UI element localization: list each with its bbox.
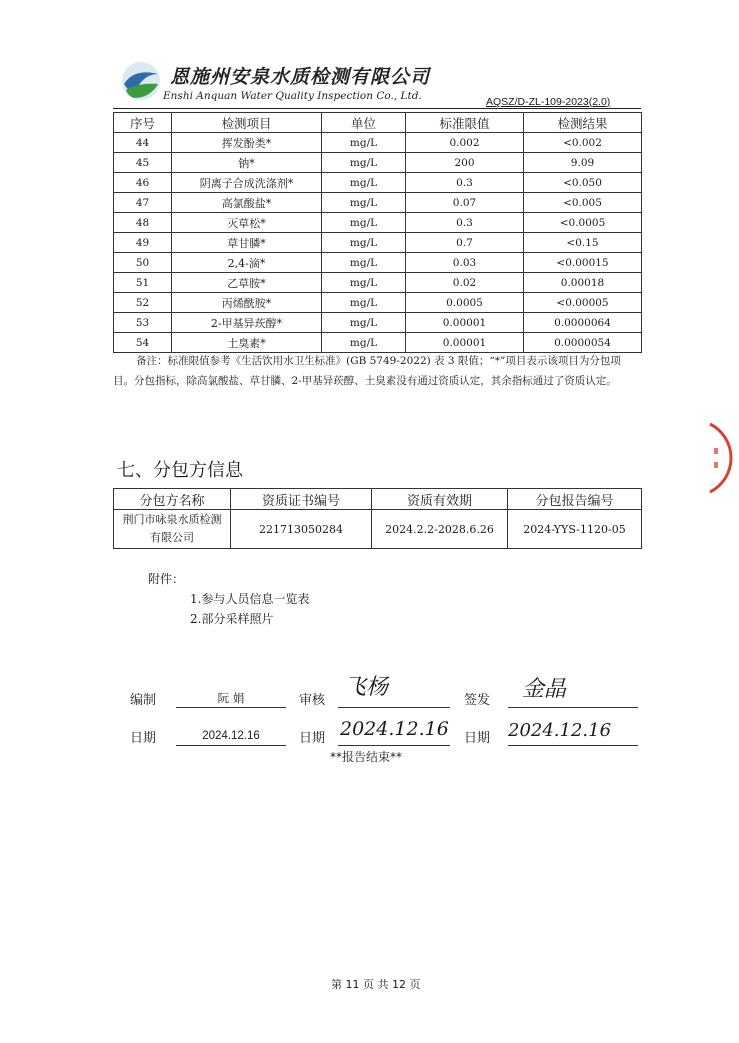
cell-unit: mg/L — [322, 313, 406, 333]
table-header-row — [114, 489, 642, 510]
cell-limit: 0.002 — [406, 133, 524, 153]
cell-no: 45 — [114, 153, 172, 173]
cell-result: <0.050 — [524, 173, 642, 193]
cell-no: 48 — [114, 213, 172, 233]
table-row — [114, 313, 642, 333]
cell-unit: mg/L — [322, 333, 406, 353]
compile-name: 阮 娟 — [217, 691, 245, 705]
cell-item: 灭草松* — [172, 213, 322, 233]
cell-limit: 0.3 — [406, 173, 524, 193]
cell-limit: 0.0005 — [406, 293, 524, 313]
col-header-cert-no: 资质证书编号 — [231, 489, 372, 510]
cell-limit: 0.00001 — [406, 313, 524, 333]
cell-item: 2,4-滴* — [172, 253, 322, 273]
table-row — [114, 213, 642, 233]
table-row — [114, 253, 642, 273]
cell-item: 草甘膦* — [172, 233, 322, 253]
cell-limit: 0.07 — [406, 193, 524, 213]
cell-result: 0.0000064 — [524, 313, 642, 333]
cell-unit: mg/L — [322, 173, 406, 193]
cell-result: 9.09 — [524, 153, 642, 173]
cell-unit: mg/L — [322, 273, 406, 293]
date-underline-1 — [176, 745, 286, 746]
cell-limit: 0.7 — [406, 233, 524, 253]
cell-no: 52 — [114, 293, 172, 313]
col-header-unit: 单位 — [322, 113, 406, 133]
cell-no: 54 — [114, 333, 172, 353]
date-label-3: 日期 — [464, 731, 491, 746]
cell-no: 46 — [114, 173, 172, 193]
cell-unit: mg/L — [322, 213, 406, 233]
cell-item: 高氯酸盐* — [172, 193, 322, 213]
cell-item: 挥发酚类* — [172, 133, 322, 153]
cell-limit: 0.02 — [406, 273, 524, 293]
cell-item: 钠* — [172, 153, 322, 173]
date-label-1: 日期 — [130, 731, 157, 746]
cell-sub-report: 2024-YYS-1120-05 — [508, 510, 642, 549]
cell-result: <0.002 — [524, 133, 642, 153]
issue-label: 签发 — [464, 693, 491, 708]
company-logo-icon — [120, 60, 162, 102]
cell-validity: 2024.2.2-2028.6.26 — [372, 510, 508, 549]
cell-no: 51 — [114, 273, 172, 293]
col-header-no: 序号 — [114, 113, 172, 133]
date-underline-2 — [338, 745, 450, 746]
document-code: AQSZ/D-ZL-109-2023(2.0) — [486, 96, 611, 108]
date-review: 2024.12.16 — [340, 718, 449, 740]
cell-limit: 0.03 — [406, 253, 524, 273]
col-header-validity: 资质有效期 — [372, 489, 508, 510]
attachment-item: 2.部分采样照片 — [190, 612, 274, 626]
cell-unit: mg/L — [322, 133, 406, 153]
col-header-item: 检测项目 — [172, 113, 322, 133]
cell-item: 2-甲基异莰醇* — [172, 313, 322, 333]
table-row — [114, 133, 642, 153]
cell-result: 0.0000054 — [524, 333, 642, 353]
date-issue: 2024.12.16 — [508, 720, 612, 741]
cell-no: 49 — [114, 233, 172, 253]
subcontractor-table — [113, 488, 642, 549]
results-table — [113, 112, 642, 353]
date-label-2: 日期 — [299, 731, 326, 746]
cell-result: <0.00015 — [524, 253, 642, 273]
table-header-row — [114, 113, 642, 133]
cell-unit: mg/L — [322, 253, 406, 273]
table-row — [114, 333, 642, 353]
attachment-item: 1.参与人员信息一览表 — [190, 592, 310, 606]
compile-label: 编制 — [130, 693, 157, 708]
cell-result: <0.005 — [524, 193, 642, 213]
cell-no: 50 — [114, 253, 172, 273]
cell-limit: 0.3 — [406, 213, 524, 233]
cell-unit: mg/L — [322, 233, 406, 253]
cell-no: 47 — [114, 193, 172, 213]
cell-no: 44 — [114, 133, 172, 153]
cell-unit: mg/L — [322, 293, 406, 313]
company-name-en: Enshi Anquan Water Quality Inspection Co., Ltd. — [163, 90, 422, 102]
cell-item: 土臭素* — [172, 333, 322, 353]
remarks-note: 备注：标准限值参考《生活饮用水卫生标准》(GB 5749-2022) 表 3 限值；“*”项目表示该项目为分包项目。分包指标，除高氯酸盐、草甘膦、2-甲基异莰醇、土臭素没有通过资质认定，其余指标通过了资质认定。 — [113, 355, 621, 387]
partial-seal-icon — [708, 418, 739, 498]
issue-underline — [508, 707, 638, 708]
cell-unit: mg/L — [322, 153, 406, 173]
section-title-subcontractor: 七、分包方信息 — [117, 460, 243, 481]
cell-result: <0.00005 — [524, 293, 642, 313]
col-header-limit: 标准限值 — [406, 113, 524, 133]
table-row — [114, 173, 642, 193]
table-row — [114, 293, 642, 313]
cell-unit: mg/L — [322, 193, 406, 213]
attachments-title: 附件： — [148, 572, 185, 586]
cell-sub-name: 荆门市咏泉水质检测有限公司 — [114, 510, 231, 549]
review-signature: 飞杨 — [344, 675, 389, 700]
company-name-cn: 恩施州安泉水质检测有限公司 — [170, 66, 431, 88]
table-row — [114, 273, 642, 293]
cell-result: 0.00018 — [524, 273, 642, 293]
cell-item: 阴离子合成洗涤剂* — [172, 173, 322, 193]
cell-item: 丙烯酰胺* — [172, 293, 322, 313]
cell-no: 53 — [114, 313, 172, 333]
cell-result: <0.15 — [524, 233, 642, 253]
col-header-sub-name: 分包方名称 — [114, 489, 231, 510]
review-label: 审核 — [299, 693, 326, 708]
cell-limit: 200 — [406, 153, 524, 173]
page-footer: 第 11 页 共 12 页 — [331, 978, 421, 991]
table-row — [114, 510, 642, 549]
compile-underline — [176, 707, 286, 708]
cell-limit: 0.00001 — [406, 333, 524, 353]
table-row — [114, 193, 642, 213]
cell-cert-no: 221713050284 — [231, 510, 372, 549]
header-divider — [113, 108, 641, 109]
report-end-text: **报告结束** — [330, 750, 403, 764]
date-underline-3 — [508, 745, 638, 746]
cell-item: 乙草胺* — [172, 273, 322, 293]
cell-result: <0.0005 — [524, 213, 642, 233]
col-header-result: 检测结果 — [524, 113, 642, 133]
date-compile: 2024.12.16 — [202, 730, 260, 742]
issue-signature: 金晶 — [522, 677, 567, 702]
review-underline — [338, 707, 450, 708]
table-row — [114, 153, 642, 173]
table-row — [114, 233, 642, 253]
col-header-sub-report: 分包报告编号 — [508, 489, 642, 510]
